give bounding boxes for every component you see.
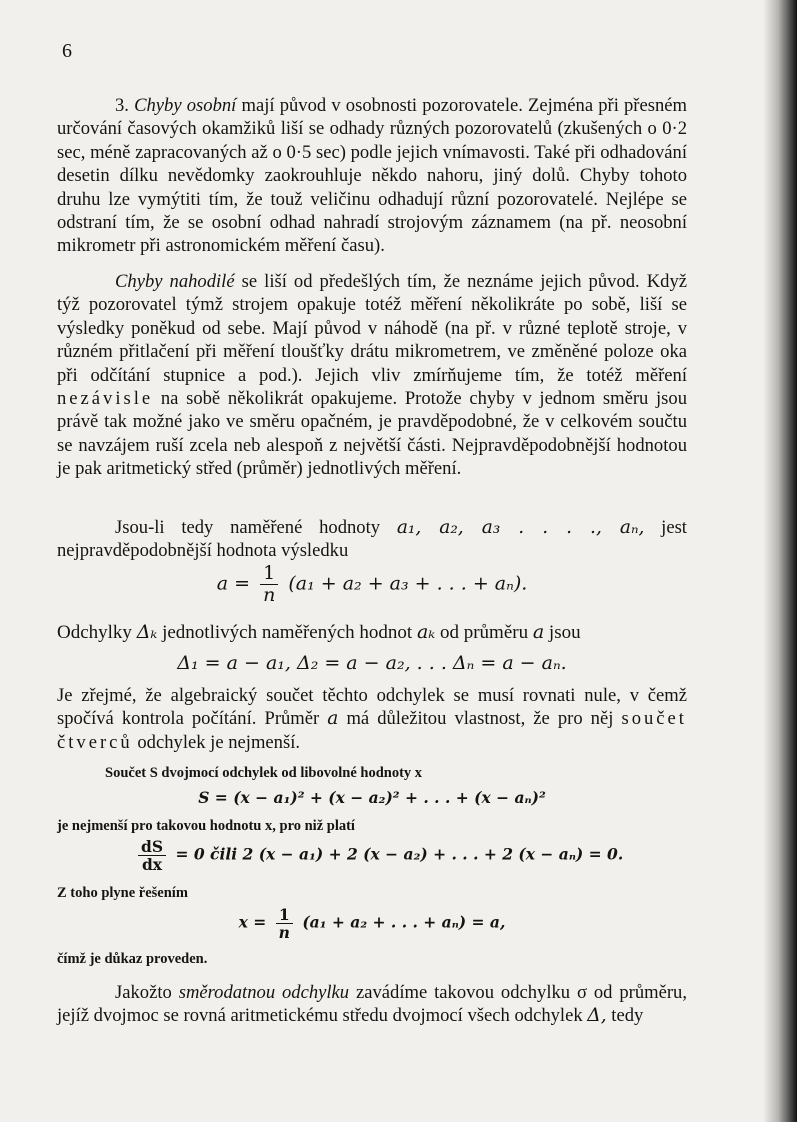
fraction-denominator: n (278, 923, 290, 943)
paragraph-text: od průměru (439, 622, 529, 643)
proof-line-4 (57, 948, 687, 970)
symbol-a-k: aₖ (416, 621, 436, 643)
fraction (260, 563, 278, 606)
paragraph-sum-property (57, 684, 687, 754)
symbol-a: a (532, 621, 545, 643)
fraction (138, 838, 166, 873)
page-edge-shadow (763, 0, 797, 1122)
proof-text: je nejmenší pro takovou hodnotu x, pro niž platí (57, 818, 355, 834)
equation-rhs: = 0 čili 2 (x − a₁) + 2 (x − a₂) + . . . + 2 (x − aₙ) = 0. (175, 844, 624, 864)
paragraph-text: jsou (548, 622, 581, 643)
symbol-delta: Δ, (587, 1005, 607, 1027)
variables-list: a₁, a₂, a₃ . . . ., aₙ, (396, 517, 645, 538)
term-personal-errors: Chyby osobní (134, 95, 237, 116)
fraction-numerator: 1 (276, 906, 293, 924)
paragraph-text: Jakožto (115, 982, 172, 1003)
paragraph-personal-errors (57, 94, 687, 258)
proof-text: Z toho plyne řešením (57, 885, 188, 901)
fraction-numerator: 1 (260, 563, 278, 585)
paragraph-random-errors (57, 270, 687, 481)
paragraph-text: se liší od předešlých tím, že neznáme jejich původ. Když týž pozorovatel týmž strojem opakuje totéž měření několikráte po sobě, liší se výsledky poněkud od sebe. Mají původ v náhodě (na př. v různé teplotě stroje, v různém přitlačení při měření tloušťky drátu mikrometrem, ve změněné poloze oka při odčítání stupnice a pod.). Jejich vliv zmírňujeme tím, že totéž měření (57, 271, 687, 386)
paragraph-text: zavádíme takovou odchylku σ od průměru, jejíž dvojmoc se rovná aritmetickému středu dvojmocí všech odchylek (57, 982, 687, 1027)
page-number: 6 (62, 40, 72, 62)
paragraph-text: tedy (611, 1005, 644, 1027)
equation-text: S = (x − a₁)² + (x − a₂)² + . . . + (x − aₙ)² (198, 788, 546, 807)
paragraph-text: Je zřejmé, že algebraický součet těchto odchylek se musí rovnati nule, v čemž spočívá kontrola počítání. Průměr (57, 685, 687, 730)
proof-text: čímž je důkaz proveden. (57, 951, 208, 967)
paragraph-text: Jsou-li tedy naměřené hodnoty (115, 517, 381, 538)
paragraph-text: Odchylky (57, 622, 132, 643)
proof-equation-2 (134, 838, 764, 873)
spaced-emphasis: nezávisle (57, 388, 154, 410)
proof-equation-3 (57, 906, 687, 941)
section-number: 3. (115, 95, 129, 116)
paragraph-deviations (57, 621, 687, 644)
paragraph-text: odchylek je nejmenší. (137, 731, 301, 753)
proof-line-3 (57, 882, 687, 904)
proof-equation-1 (57, 788, 687, 807)
proof-text: Součet S dvojmocí odchylek od libovolné hodnoty x (105, 765, 423, 781)
equation-rhs: (a₁ + a₂ + a₃ + . . . + aₙ). (288, 572, 528, 595)
proof-line-1 (57, 762, 687, 784)
fraction-denominator: dx (141, 855, 163, 875)
paragraph-text: má důležitou vlastnost, že pro něj (346, 708, 614, 730)
spaced-emphasis: součet čtverců (57, 708, 687, 753)
symbol-delta-k: Δₖ (136, 621, 158, 643)
symbol-a: a (327, 708, 339, 730)
paragraph-measured-values (57, 516, 687, 563)
equation-text: Δ₁ = a − a₁, Δ₂ = a − a₂, . . . Δₙ = a − aₙ. (177, 652, 567, 674)
equation-mean (57, 563, 687, 606)
term-random-errors: Chyby nahodilé (115, 271, 235, 292)
term-standard-deviation: směrodatnou odchylku (178, 982, 350, 1003)
proof-line-2 (57, 815, 687, 837)
equation-rhs: (a₁ + a₂ + . . . + aₙ) = a, (302, 912, 506, 932)
paragraph-text: jednotlivých naměřených hodnot (162, 622, 413, 643)
equation-deviations (57, 652, 687, 674)
paragraph-text: jest nejpravděpodobnější hodnota výsledku (57, 517, 687, 562)
paragraph-standard-deviation (57, 981, 687, 1028)
fraction-numerator: dS (138, 838, 166, 856)
fraction (276, 906, 293, 941)
paragraph-text: mají původ v osobnosti pozorovatele. Zejména při přesném určování časových okamžiků liší se odhady různých pozorovatelů (zkušených o 0·2 sec, méně zapracovaných až o 0·5 sec) podle jejich vnímavosti. Také při odhadování desetin dílku nevědomky zaokrouhluje někdo nahoru, jiný dolů. Chyby tohoto druhu lze vymýtiti tím, že touž veličinu odhadují různí pozorovatelé. Nejlépe se odstraní tím, že se osobní odhad nahradí strojovým záznamem (na př. neosobní mikrometr při astronomickém měření času). (57, 95, 688, 257)
equation-lhs: x = (238, 912, 267, 932)
fraction-denominator: n (263, 583, 276, 606)
equation-lhs: a = (216, 572, 251, 595)
paragraph-text: na sobě několikrát opakujeme. Protože chyby v jednom směru jsou právě tak možné jako ve směru opačném, je pravděpodobné, že v celkovém součtu se navzájem ruší zcela neb alespoň z největší části. Nejpravděpodobnější hodnotou je pak aritmetický střed (průměr) jednotlivých měření. (57, 388, 687, 480)
